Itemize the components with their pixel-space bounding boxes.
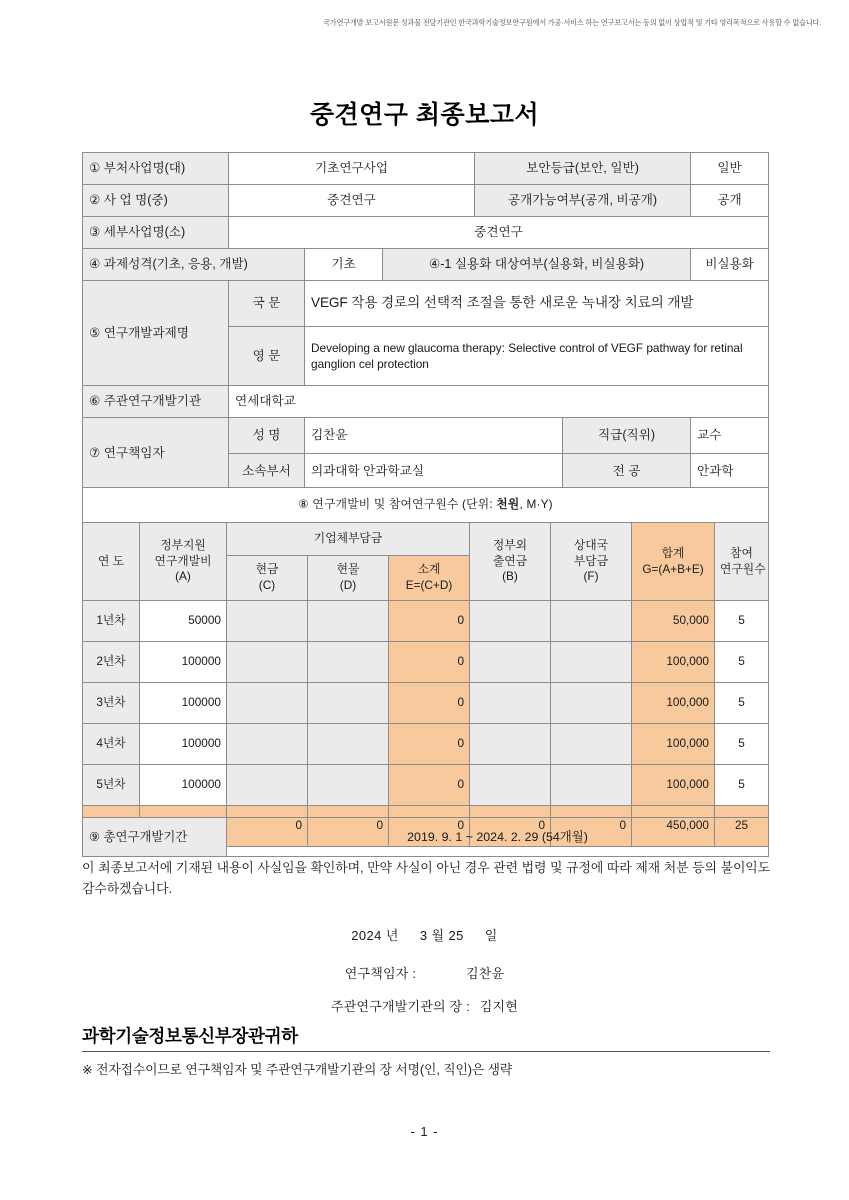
period-label: ⑨ 총연구개발기간	[83, 818, 227, 857]
partner-line2: 부담금	[573, 553, 609, 568]
table-row	[83, 386, 769, 418]
table-header-row	[83, 523, 769, 556]
total-subtotal: 0	[389, 806, 470, 847]
addressee-title: 과학기술정보통신부장관	[82, 1026, 265, 1046]
addressee-honorific: 귀하	[264, 1026, 298, 1046]
table-row	[83, 642, 769, 683]
subprogram-value: 중견연구	[229, 217, 769, 249]
funding-table-caption	[83, 488, 769, 523]
cell-inkind	[308, 683, 389, 724]
col-header-gov-support	[140, 523, 227, 601]
subprogram-label: ③ 세부사업명(소)	[83, 217, 229, 249]
table-row	[83, 281, 769, 327]
disclosure-value: 공개	[691, 185, 769, 217]
cell-total: 100,000	[632, 765, 715, 806]
cell-partner	[551, 642, 632, 683]
table-row	[83, 488, 769, 523]
pi-signature-label: 연구책임자 :	[344, 966, 417, 981]
cell-subtotal: 0	[389, 683, 470, 724]
commercialization-label: ④-1 실용화 대상여부(실용화, 비실용화)	[383, 249, 691, 281]
org-signature-name: 김지현	[479, 999, 519, 1014]
caption-prefix: ⑧ 연구개발비 및 참여연구원수 (단위:	[298, 497, 497, 512]
date-day-unit: 일	[484, 928, 498, 943]
program-name-value: 중견연구	[229, 185, 475, 217]
col-header-inkind	[308, 556, 389, 601]
row-year: 2년차	[83, 642, 140, 683]
researchers-line2: 연구원수	[720, 561, 766, 576]
cell-inkind	[308, 724, 389, 765]
date-month: 3	[419, 928, 428, 943]
pi-signature-line	[0, 963, 849, 982]
period-value: 2019. 9. 1 ~ 2024. 2. 29 (54개월)	[227, 818, 769, 857]
cell-researchers: 5	[715, 765, 769, 806]
cell-partner	[551, 724, 632, 765]
cash-line2: (C)	[258, 578, 276, 592]
col-header-cash	[227, 556, 308, 601]
pi-dept-label: 소속부서	[229, 454, 305, 490]
pi-dept-value: 의과대학 안과학교실	[305, 454, 563, 490]
table-row	[83, 153, 769, 185]
cell-nongov	[470, 683, 551, 724]
col-header-nongov	[470, 523, 551, 601]
total-partner: 0	[551, 806, 632, 847]
org-signature-label: 주관연구개발기관의 장 :	[330, 999, 470, 1014]
row-year: 4년차	[83, 724, 140, 765]
cell-cash	[227, 642, 308, 683]
copyright-notice: 국가연구개발 보고서원문 성과물 전담기관인 한국과학기술정보연구원에서 가공·서비스 하는 연구보고서는 동의 없이 상업적 및 기타 영리목적으로 사용할 수 없습니다.	[322, 18, 821, 27]
col-header-researchers	[715, 523, 769, 601]
cell-researchers: 5	[715, 642, 769, 683]
table-row	[83, 185, 769, 217]
total-line1: 합계	[661, 545, 685, 560]
table-row	[83, 683, 769, 724]
security-grade-label: 보안등급(보안, 일반)	[475, 153, 691, 185]
pi-label: ⑦ 연구책임자	[83, 418, 229, 490]
cell-subtotal: 0	[389, 601, 470, 642]
cell-nongov	[470, 724, 551, 765]
cell-researchers: 5	[715, 683, 769, 724]
research-period-table	[82, 817, 769, 857]
cell-subtotal: 0	[389, 765, 470, 806]
english-title-value: Developing a new glaucoma therapy: Selective control of VEGF pathway for retinal ganglion cel protection	[305, 327, 769, 386]
security-grade-value: 일반	[691, 153, 769, 185]
inkind-line2: (D)	[339, 578, 357, 592]
page-title: 중견연구 최종보고서	[309, 101, 540, 129]
cell-inkind	[308, 601, 389, 642]
cell-total: 100,000	[632, 683, 715, 724]
cell-inkind	[308, 642, 389, 683]
cell-cash	[227, 724, 308, 765]
cell-nongov	[470, 765, 551, 806]
total-researchers: 25	[715, 806, 769, 847]
ministry-program-label: ① 부처사업명(대)	[83, 153, 229, 185]
cell-researchers: 5	[715, 724, 769, 765]
gov-support-line1: 정부지원	[160, 537, 206, 552]
table-row	[83, 724, 769, 765]
lead-institution-value: 연세대학교	[229, 386, 769, 418]
cell-gov-support: 100000	[140, 765, 227, 806]
project-info-table	[82, 152, 769, 490]
cell-subtotal: 0	[389, 642, 470, 683]
total-sum: 450,000	[632, 806, 715, 847]
row-year: 1년차	[83, 601, 140, 642]
pi-position-value: 교수	[691, 418, 769, 454]
lead-institution-label: ⑥ 주관연구개발기관	[83, 386, 229, 418]
cell-total: 100,000	[632, 642, 715, 683]
row-year: 3년차	[83, 683, 140, 724]
col-header-total	[632, 523, 715, 601]
partner-line1: 상대국	[573, 537, 609, 552]
cell-gov-support: 100000	[140, 642, 227, 683]
table-row	[83, 217, 769, 249]
cell-gov-support: 50000	[140, 601, 227, 642]
program-name-label: ② 사 업 명(중)	[83, 185, 229, 217]
date-day: 25	[448, 928, 464, 943]
inkind-line1: 현물	[336, 562, 360, 577]
researchers-line1: 참여	[730, 545, 753, 560]
pi-position-label: 직급(직위)	[563, 418, 691, 454]
date-year-unit: 년	[385, 928, 399, 943]
project-nature-value: 기초	[305, 249, 383, 281]
table-row	[83, 249, 769, 281]
date-year: 2024	[351, 928, 382, 943]
caption-unit: 천원	[496, 497, 520, 512]
cash-line1: 현금	[255, 562, 279, 577]
table-row	[83, 418, 769, 454]
cell-total: 50,000	[632, 601, 715, 642]
nongov-line2: 출연금	[492, 553, 528, 568]
nongov-line1: 정부외	[492, 537, 528, 552]
pi-name-value: 김찬윤	[305, 418, 563, 454]
cell-cash	[227, 601, 308, 642]
table-row	[83, 818, 769, 857]
cell-partner	[551, 765, 632, 806]
caption-suffix: , M·Y)	[519, 497, 553, 512]
pi-name-label: 성 명	[229, 418, 305, 454]
cell-total: 100,000	[632, 724, 715, 765]
korean-title-value: VEGF 작용 경로의 선택적 조절을 통한 새로운 녹내장 치료의 개발	[305, 281, 769, 327]
cell-researchers: 5	[715, 601, 769, 642]
col-header-year: 연 도	[83, 523, 140, 601]
subtotal-line2: E=(C+D)	[405, 578, 453, 592]
col-header-company-burden: 기업체부담금	[227, 523, 470, 556]
ministry-program-value: 기초연구사업	[229, 153, 475, 185]
pi-major-value: 안과학	[691, 454, 769, 490]
addressee-block	[82, 1023, 770, 1052]
org-signature-line	[0, 996, 849, 1015]
funding-table	[82, 487, 769, 847]
electronic-submission-note: ※ 전자접수이므로 연구책임자 및 주관연구개발기관의 장 서명(인, 직인)은 생략	[82, 1062, 513, 1077]
total-inkind: 0	[308, 806, 389, 847]
korean-title-label: 국 문	[229, 281, 305, 327]
cell-nongov	[470, 601, 551, 642]
partner-line3: (F)	[583, 569, 599, 584]
total-nongov: 0	[470, 806, 551, 847]
col-header-partner	[551, 523, 632, 601]
gov-support-line3: (A)	[175, 569, 191, 584]
disclosure-label: 공개가능여부(공개, 비공개)	[475, 185, 691, 217]
table-row	[83, 765, 769, 806]
table-row	[83, 601, 769, 642]
commercialization-value: 비실용화	[691, 249, 769, 281]
pi-signature-name: 김찬윤	[465, 966, 505, 981]
cell-subtotal: 0	[389, 724, 470, 765]
cell-gov-support: 100000	[140, 683, 227, 724]
page-number: - 1 -	[410, 1124, 439, 1139]
english-title-label: 영 문	[229, 327, 305, 386]
cell-cash	[227, 683, 308, 724]
subtotal-line1: 소계	[417, 562, 441, 577]
total-line2: G=(A+B+E)	[642, 561, 704, 576]
cell-inkind	[308, 765, 389, 806]
project-nature-label: ④ 과제성격(기초, 응용, 개발)	[83, 249, 305, 281]
pi-major-label: 전 공	[563, 454, 691, 490]
nongov-line3: (B)	[502, 569, 518, 584]
cell-cash	[227, 765, 308, 806]
signature-date	[0, 925, 849, 944]
gov-support-line2: 연구개발비	[154, 553, 212, 568]
cell-gov-support: 100000	[140, 724, 227, 765]
cell-partner	[551, 601, 632, 642]
project-title-label: ⑤ 연구개발과제명	[83, 281, 229, 386]
row-year: 5년차	[83, 765, 140, 806]
total-cash: 0	[227, 806, 308, 847]
declaration-text: 이 최종보고서에 기재된 내용이 사실임을 확인하며, 만약 사실이 아닌 경우 관련 법령 및 규정에 따라 제재 처분 등의 불이익도 감수하겠습니다.	[82, 860, 770, 896]
cell-nongov	[470, 642, 551, 683]
cell-partner	[551, 683, 632, 724]
date-month-unit: 월	[431, 928, 445, 943]
col-header-subtotal	[389, 556, 470, 601]
